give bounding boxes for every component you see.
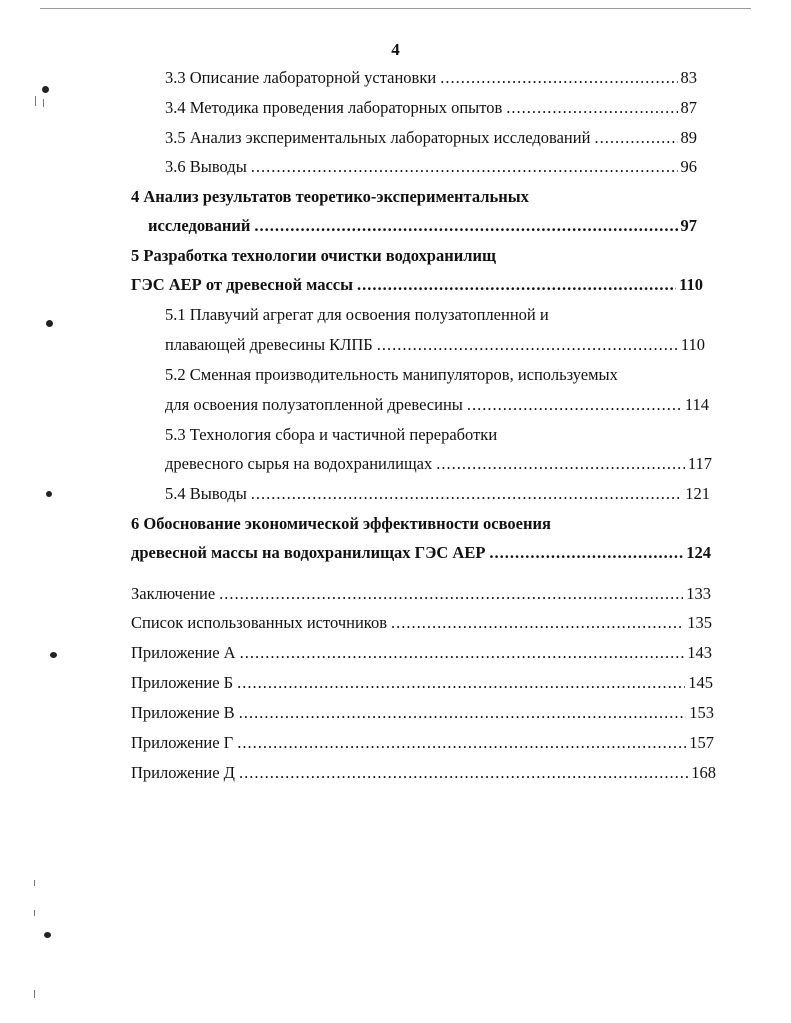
toc-entry[interactable] [131, 273, 703, 297]
toc-leader-dots [489, 541, 683, 565]
toc-entry[interactable] [131, 761, 716, 785]
toc-entry-title: плавающей древесины КЛПБ [165, 335, 373, 354]
toc-entry-page: 133 [686, 584, 711, 603]
toc-entry-page: 135 [687, 613, 712, 632]
toc-entry-continued[interactable] [165, 423, 497, 447]
scan-speck [46, 491, 52, 497]
toc-entry-title: 4 Анализ результатов теоретико-экспериментальных [131, 187, 529, 206]
toc-leader-dots [440, 66, 677, 90]
toc-entry[interactable] [165, 155, 697, 179]
toc-entry-title: Приложение Д [131, 763, 235, 782]
toc-entry-title: Приложение В [131, 703, 235, 722]
toc-entry-title: Список использованных источников [131, 613, 387, 632]
toc-entry[interactable] [165, 66, 697, 90]
toc-entry-title: древесной массы на водохранилищах ГЭС АЕР [131, 543, 486, 562]
toc-leader-dots [251, 482, 682, 506]
toc-entry-title: 5.4 Выводы [165, 484, 247, 503]
toc-leader-dots [239, 701, 687, 725]
toc-entry-title: Приложение Б [131, 673, 234, 692]
toc-entry-page: 168 [691, 763, 716, 782]
toc-entry-title: 5.1 Плавучий агрегат для освоения полузатопленной и [165, 305, 549, 324]
toc-leader-dots [436, 452, 685, 476]
toc-entry[interactable] [165, 126, 697, 150]
toc-entry-title: 6 Обоснование экономической эффективности освоения [131, 514, 551, 533]
toc-entry-continued[interactable] [165, 303, 549, 327]
scan-speck [50, 652, 57, 658]
toc-entry-title: Приложение Г [131, 733, 234, 752]
toc-leader-dots [251, 155, 678, 179]
toc-entry[interactable] [131, 671, 713, 695]
scan-speck [44, 932, 51, 938]
toc-entry-continued[interactable] [165, 363, 618, 387]
toc-entry[interactable] [131, 541, 711, 565]
scan-mark [34, 990, 35, 998]
toc-leader-dots [357, 273, 676, 297]
toc-entry-page: 157 [689, 733, 714, 752]
toc-leader-dots [391, 611, 684, 635]
scan-mark [34, 910, 35, 916]
toc-entry-title: Приложение А [131, 643, 236, 662]
toc-entry-page: 110 [680, 335, 705, 354]
toc-entry-page: 121 [685, 484, 710, 503]
toc-entry[interactable] [131, 582, 711, 606]
toc-leader-dots [594, 126, 677, 150]
scan-speck [46, 320, 53, 327]
toc-leader-dots [506, 96, 677, 120]
toc-entry-title: 3.3 Описание лабораторной установки [165, 68, 437, 87]
toc-chapter-heading[interactable] [131, 185, 529, 209]
scan-speck [42, 86, 49, 93]
toc-entry-page: 124 [686, 543, 711, 562]
toc-entry-title: 3.4 Методика проведения лабораторных опытов [165, 98, 503, 117]
toc-entry[interactable] [165, 482, 710, 506]
toc-entry[interactable] [131, 731, 714, 755]
toc-chapter-heading[interactable] [131, 244, 496, 268]
toc-leader-dots [237, 731, 686, 755]
toc-entry-page: 110 [679, 275, 703, 294]
toc-entry[interactable] [165, 393, 709, 417]
toc-entry-title: 3.5 Анализ экспериментальных лабораторных исследований [165, 128, 591, 147]
toc-leader-dots [239, 761, 688, 785]
toc-entry[interactable] [148, 214, 697, 238]
toc-entry-title: исследований [148, 216, 251, 235]
toc-entry-title: древесного сырья на водохранилищах [165, 454, 433, 473]
toc-entry-title: ГЭС АЕР от древесной массы [131, 275, 354, 294]
toc-entry-page: 97 [680, 216, 697, 235]
toc-entry-title: 3.6 Выводы [165, 157, 247, 176]
toc-entry-title: 5.3 Технология сбора и частичной переработки [165, 425, 498, 444]
toc-leader-dots [467, 393, 682, 417]
toc-entry-title: 5.2 Сменная производительность манипуляторов, используемых [165, 365, 618, 384]
toc-entry[interactable] [131, 701, 714, 725]
toc-leader-dots [254, 214, 677, 238]
toc-entry-page: 143 [687, 643, 712, 662]
scan-mark [43, 99, 44, 107]
toc-entry-page: 114 [684, 395, 709, 414]
toc-entry-page: 83 [680, 68, 697, 87]
scan-mark [34, 880, 35, 886]
toc-entry-page: 153 [689, 703, 714, 722]
toc-entry[interactable] [165, 333, 705, 357]
toc-entry-page: 145 [688, 673, 713, 692]
toc-entry[interactable] [165, 452, 712, 476]
page-number: 4 [391, 40, 400, 59]
toc-entry-title: Заключение [131, 584, 216, 603]
toc-entry-title: 5 Разработка технологии очистки водохранилищ [131, 246, 496, 265]
toc-entry[interactable] [165, 96, 697, 120]
toc-entry-title: для освоения полузатопленной древесины [165, 395, 463, 414]
toc-leader-dots [377, 333, 678, 357]
toc-entry[interactable] [131, 611, 712, 635]
toc-entry-page: 87 [680, 98, 697, 117]
toc-entry-page: 89 [680, 128, 697, 147]
toc-leader-dots [240, 641, 685, 665]
toc-leader-dots [219, 582, 683, 606]
toc-chapter-heading[interactable] [131, 512, 551, 536]
scan-mark [35, 96, 36, 106]
toc-entry-page: 117 [687, 454, 712, 473]
toc-entry-page: 96 [680, 157, 697, 176]
toc-leader-dots [237, 671, 685, 695]
toc-entry[interactable] [131, 641, 712, 665]
